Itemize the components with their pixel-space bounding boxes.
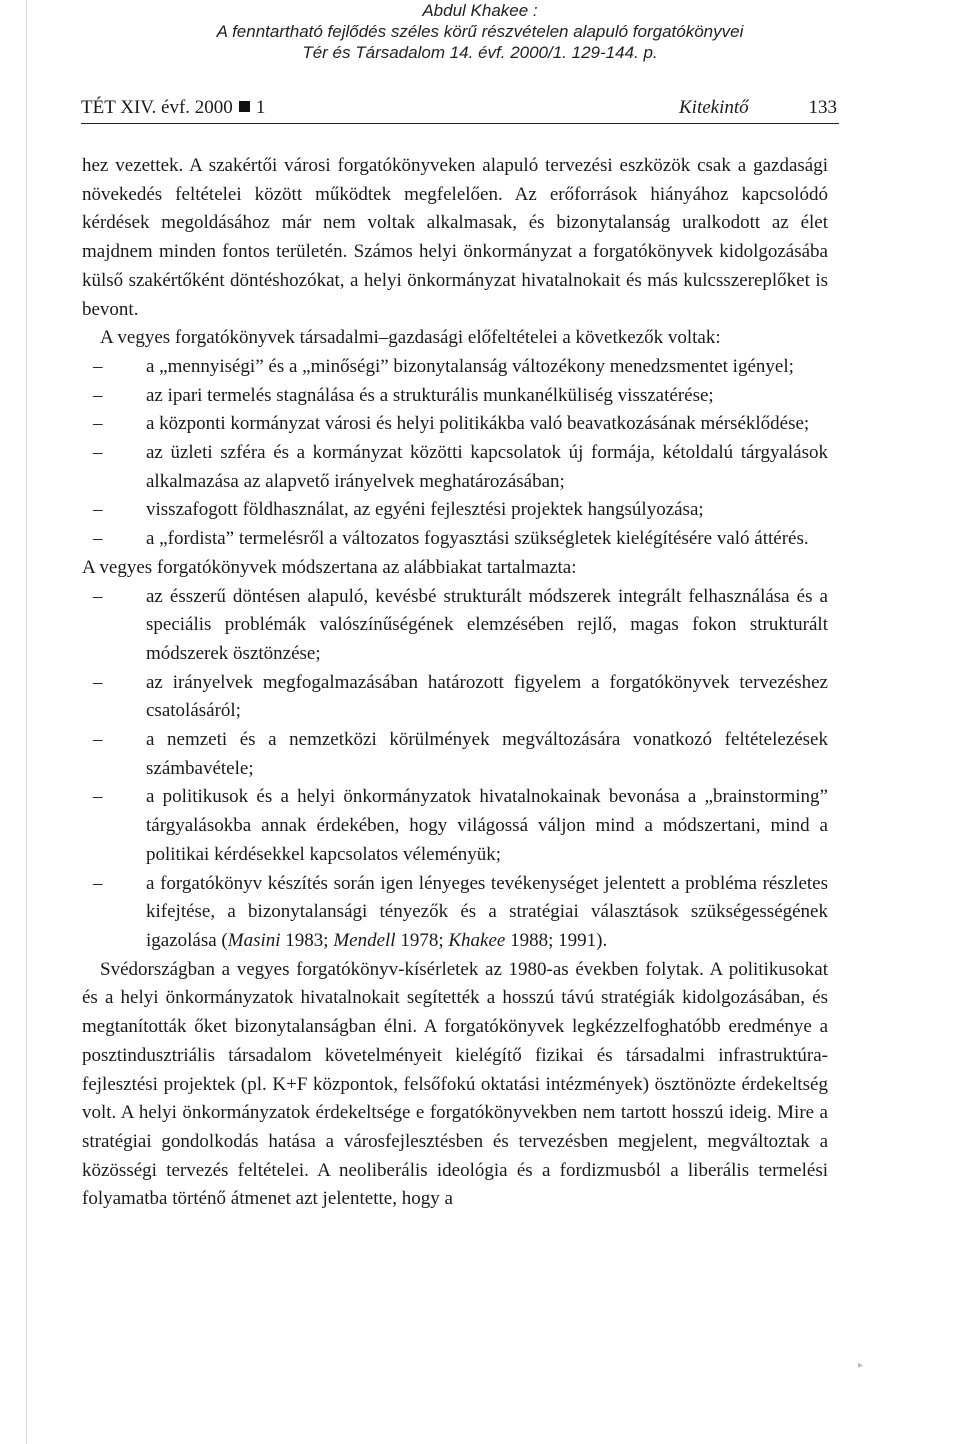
paragraph-intro: A vegyes forgatókönyvek társadalmi–gazdasági előfeltételei a következők voltak:: [100, 327, 721, 349]
page-number: 133: [808, 97, 837, 118]
issue-number: 1: [255, 97, 266, 118]
dash-bullet: –: [93, 671, 103, 693]
dash-bullet: –: [93, 585, 103, 607]
prerequisites-list: [82, 353, 828, 554]
article-body: [82, 152, 828, 1214]
square-bullet-icon: [239, 101, 250, 112]
dash-bullet: –: [93, 413, 103, 435]
reference-author: Mendell: [333, 929, 396, 951]
reference-author: Khakee: [448, 929, 506, 951]
list-item: – az üzleti szféra és a kormányzat közötti kapcsolatok új formája, kétoldalú tárgyalások alkalmazása az alapvető irányelvek meghatározásában;: [82, 439, 828, 496]
section-name: Kitekintő: [679, 97, 749, 118]
list-item: – a nemzeti és a nemzetközi körülmények megváltozására vonatkozó feltételezések számbavétele;: [82, 726, 828, 783]
scan-margin-line: [26, 0, 27, 1444]
dash-bullet: –: [93, 729, 103, 751]
running-head-journal: [81, 95, 265, 121]
dash-bullet: –: [93, 499, 103, 521]
citation-source: Tér és Társadalom 14. évf. 2000/1. 129-144. p.: [302, 43, 658, 62]
running-head: [81, 95, 839, 124]
list-item: – a politikusok és a helyi önkormányzatok hivatalnokainak bevonása a „brainstorming” tárgyalásokba annak érdekében, hogy világossá váljon mind a módszertani, mind a politikai kérdésekkel kapcsolatos véleményük;: [82, 783, 828, 869]
methodology-list: [82, 583, 828, 956]
dash-bullet: –: [93, 872, 103, 894]
dash-bullet: –: [93, 355, 103, 377]
citation-header: [0, 0, 960, 63]
paragraph: hez vezettek. A szakértői városi forgatókönyveken alapuló tervezési eszközök csak a gazdasági növekedés feltételei között működtek megfelelően. Az erőforrások hiányához kapcsolódó kérdések megoldásához már nem voltak alkalmasak, és bizonytalanság uralkodott az élet majdnem minden fontos területén. Számos helyi önkormányzat a forgatókönyvek kidolgozásába külső szakértőként döntéshozókat, a helyi önkormányzat hivatalnokait és más kulcsszereplőket is bevont.: [82, 155, 828, 320]
list-item: – a „fordista” termelésről a változatos fogyasztási szükségletek kielégítésére való áttérés.: [82, 525, 828, 554]
dash-bullet: –: [93, 786, 103, 808]
dash-bullet: –: [93, 442, 103, 464]
scan-speck: ▸: [858, 1360, 864, 1371]
paragraph-intro: A vegyes forgatókönyvek módszertana az alábbiakat tartalmazta:: [82, 556, 577, 578]
paragraph: Svédországban a vegyes forgatókönyv-kísérletek az 1980-as években folytak. A politikusokat és a helyi önkormányzatok hivatalnokait segítették a hosszú távú stratégiák kidolgozásában, és megtanították őket bizonytalanságban élni. A forgatókönyvek legkézzelfoghatóbb eredménye a posztindusztriális társadalom követelményeit kielégítő fizikai és társadalmi infrastruktúra-fejlesztési projektek (pl. K+F központok, felsőfokú oktatási intézmények) ösztönözte érdekeltség volt. A helyi önkormányzatok érdekeltsége e forgatókönyvekben nem tartott hosszú ideig. Mire a stratégiai gondolkodás hatása a városfejlesztésben és tervezésben megjelent, megváltoztak a közösségi tervezés feltételei. A neoliberális ideológia és a fordizmusból a liberális termelési folyamatba történő átmenet azt jelentette, hogy a: [82, 958, 828, 1210]
list-item: – visszafogott földhasználat, az egyéni fejlesztési projektek hangsúlyozása;: [82, 496, 828, 525]
list-item: – az irányelvek megfogalmazásában határozott figyelem a forgatókönyvek tervezéshez csatolásáról;: [82, 669, 828, 726]
list-item: – a központi kormányzat városi és helyi politikákba való beavatkozásának mérséklődése;: [82, 410, 828, 439]
journal-volume: TÉT XIV. évf. 2000: [81, 97, 233, 118]
reference-author: Masini: [227, 929, 281, 951]
dash-bullet: –: [93, 384, 103, 406]
citation-title: A fenntartható fejlődés széles körű részvételen alapuló forgatókönyvei: [216, 22, 744, 41]
list-item: – a forgatókönyv készítés során igen lényeges tevékenységet jelentett a probléma részletes kifejtése, a bizonytalansági tényezők és a stratégiai választások szükségességének igazolása (Masini 1983; Mendell 1978; Khakee 1988; 1991).: [82, 870, 828, 956]
list-item: – az ésszerű döntésen alapuló, kevésbé strukturált módszerek integrált felhasználása és a speciális problémák valószínűségének elemzésében rejlő, magas fokon strukturált módszerek ösztönzése;: [82, 583, 828, 669]
dash-bullet: –: [93, 528, 103, 550]
list-item: – a „mennyiségi” és a „minőségi” bizonytalanság változékony menedzsmentet igényel;: [82, 353, 828, 382]
citation-author: Abdul Khakee :: [422, 1, 538, 20]
list-item: – az ipari termelés stagnálása és a strukturális munkanélküliség visszatérése;: [82, 382, 828, 411]
